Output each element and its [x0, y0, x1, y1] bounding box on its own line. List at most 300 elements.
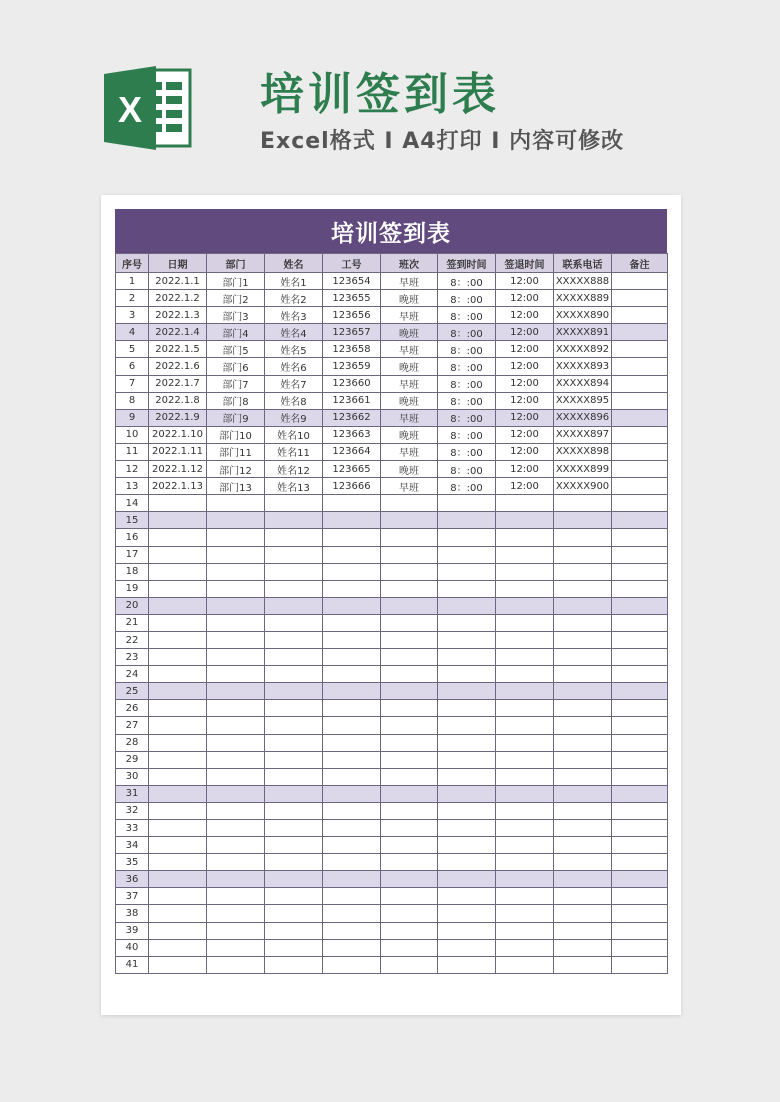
table-cell[interactable]: [612, 751, 668, 768]
table-cell[interactable]: [207, 546, 265, 563]
table-cell[interactable]: [149, 597, 207, 614]
table-cell[interactable]: [323, 854, 381, 871]
table-cell[interactable]: [554, 802, 612, 819]
table-cell[interactable]: [438, 802, 496, 819]
table-cell[interactable]: [149, 854, 207, 871]
table-cell[interactable]: 2022.1.11: [149, 443, 207, 460]
table-cell[interactable]: [612, 956, 668, 973]
table-cell[interactable]: 8：:00: [438, 461, 496, 478]
table-cell[interactable]: 7: [116, 375, 149, 392]
table-cell[interactable]: [496, 546, 554, 563]
table-cell[interactable]: 姓名9: [265, 409, 323, 426]
table-cell[interactable]: [438, 768, 496, 785]
table-cell[interactable]: [438, 614, 496, 631]
table-cell[interactable]: 123663: [323, 426, 381, 443]
table-cell[interactable]: 23: [116, 649, 149, 666]
table-cell[interactable]: 2022.1.7: [149, 375, 207, 392]
table-cell[interactable]: [496, 631, 554, 648]
table-cell[interactable]: [381, 546, 438, 563]
table-cell[interactable]: [438, 820, 496, 837]
table-cell[interactable]: 3: [116, 307, 149, 324]
table-cell[interactable]: 部门10: [207, 426, 265, 443]
table-cell[interactable]: [554, 956, 612, 973]
table-cell[interactable]: [149, 802, 207, 819]
table-cell[interactable]: [438, 649, 496, 666]
table-cell[interactable]: [381, 666, 438, 683]
table-cell[interactable]: XXXXX892: [554, 341, 612, 358]
table-cell[interactable]: [612, 683, 668, 700]
table-cell[interactable]: [612, 546, 668, 563]
table-cell[interactable]: [149, 820, 207, 837]
table-cell[interactable]: 123664: [323, 443, 381, 460]
table-cell[interactable]: 123666: [323, 478, 381, 495]
table-cell[interactable]: 12:00: [496, 426, 554, 443]
table-cell[interactable]: 部门7: [207, 375, 265, 392]
table-cell[interactable]: [438, 854, 496, 871]
table-cell[interactable]: 2022.1.5: [149, 341, 207, 358]
table-cell[interactable]: 34: [116, 837, 149, 854]
table-cell[interactable]: [612, 461, 668, 478]
table-cell[interactable]: XXXXX890: [554, 307, 612, 324]
table-cell[interactable]: [149, 768, 207, 785]
table-cell[interactable]: [612, 392, 668, 409]
table-cell[interactable]: 姓名6: [265, 358, 323, 375]
table-cell[interactable]: [207, 563, 265, 580]
table-cell[interactable]: [149, 837, 207, 854]
table-cell[interactable]: 部门3: [207, 307, 265, 324]
table-cell[interactable]: [496, 768, 554, 785]
table-cell[interactable]: 姓名2: [265, 290, 323, 307]
table-cell[interactable]: [612, 939, 668, 956]
table-cell[interactable]: [207, 802, 265, 819]
table-cell[interactable]: 姓名13: [265, 478, 323, 495]
table-cell[interactable]: [554, 580, 612, 597]
table-cell[interactable]: [496, 614, 554, 631]
table-cell[interactable]: [381, 905, 438, 922]
table-cell[interactable]: [207, 854, 265, 871]
table-cell[interactable]: [496, 820, 554, 837]
table-cell[interactable]: [323, 649, 381, 666]
table-cell[interactable]: [149, 700, 207, 717]
table-cell[interactable]: [381, 837, 438, 854]
table-cell[interactable]: 10: [116, 426, 149, 443]
table-cell[interactable]: [438, 734, 496, 751]
table-cell[interactable]: 2022.1.10: [149, 426, 207, 443]
table-cell[interactable]: [612, 871, 668, 888]
table-cell[interactable]: 25: [116, 683, 149, 700]
table-cell[interactable]: 41: [116, 956, 149, 973]
table-cell[interactable]: 2022.1.8: [149, 392, 207, 409]
table-cell[interactable]: 36: [116, 871, 149, 888]
table-cell[interactable]: [612, 802, 668, 819]
table-cell[interactable]: [554, 495, 612, 512]
table-cell[interactable]: [496, 717, 554, 734]
table-cell[interactable]: 2022.1.9: [149, 409, 207, 426]
table-cell[interactable]: 晚班: [381, 426, 438, 443]
table-cell[interactable]: XXXXX891: [554, 324, 612, 341]
table-cell[interactable]: 14: [116, 495, 149, 512]
table-cell[interactable]: [323, 546, 381, 563]
table-cell[interactable]: [149, 871, 207, 888]
table-cell[interactable]: 11: [116, 443, 149, 460]
table-cell[interactable]: 晚班: [381, 324, 438, 341]
table-cell[interactable]: [265, 820, 323, 837]
table-cell[interactable]: 姓名4: [265, 324, 323, 341]
table-cell[interactable]: 39: [116, 922, 149, 939]
table-cell[interactable]: [149, 939, 207, 956]
table-cell[interactable]: [265, 751, 323, 768]
table-cell[interactable]: [612, 785, 668, 802]
table-cell[interactable]: [612, 666, 668, 683]
table-cell[interactable]: [265, 734, 323, 751]
table-cell[interactable]: 12:00: [496, 478, 554, 495]
table-cell[interactable]: [496, 495, 554, 512]
table-cell[interactable]: [207, 922, 265, 939]
table-cell[interactable]: XXXXX896: [554, 409, 612, 426]
table-cell[interactable]: [612, 837, 668, 854]
table-cell[interactable]: 部门13: [207, 478, 265, 495]
table-cell[interactable]: [554, 546, 612, 563]
table-cell[interactable]: [149, 580, 207, 597]
table-cell[interactable]: [265, 495, 323, 512]
table-cell[interactable]: 姓名5: [265, 341, 323, 358]
table-cell[interactable]: [149, 614, 207, 631]
table-cell[interactable]: 8：:00: [438, 478, 496, 495]
table-cell[interactable]: [323, 802, 381, 819]
table-cell[interactable]: [496, 888, 554, 905]
table-cell[interactable]: [207, 734, 265, 751]
table-cell[interactable]: 12:00: [496, 307, 554, 324]
table-cell[interactable]: [323, 614, 381, 631]
table-cell[interactable]: [149, 666, 207, 683]
table-cell[interactable]: [381, 700, 438, 717]
table-cell[interactable]: 6: [116, 358, 149, 375]
table-cell[interactable]: [496, 871, 554, 888]
table-cell[interactable]: 15: [116, 512, 149, 529]
table-cell[interactable]: [323, 785, 381, 802]
table-cell[interactable]: 8：:00: [438, 341, 496, 358]
table-cell[interactable]: [438, 631, 496, 648]
table-cell[interactable]: 21: [116, 614, 149, 631]
table-cell[interactable]: [149, 683, 207, 700]
table-cell[interactable]: 26: [116, 700, 149, 717]
table-cell[interactable]: 20: [116, 597, 149, 614]
table-cell[interactable]: 40: [116, 939, 149, 956]
table-cell[interactable]: [438, 717, 496, 734]
table-cell[interactable]: [554, 888, 612, 905]
table-cell[interactable]: 早班: [381, 478, 438, 495]
table-cell[interactable]: [496, 854, 554, 871]
table-cell[interactable]: 30: [116, 768, 149, 785]
table-cell[interactable]: 38: [116, 905, 149, 922]
table-cell[interactable]: [149, 888, 207, 905]
table-cell[interactable]: [323, 683, 381, 700]
table-cell[interactable]: 32: [116, 802, 149, 819]
table-cell[interactable]: 部门5: [207, 341, 265, 358]
table-cell[interactable]: [554, 854, 612, 871]
table-cell[interactable]: [265, 529, 323, 546]
table-cell[interactable]: [496, 563, 554, 580]
table-cell[interactable]: [207, 751, 265, 768]
table-cell[interactable]: [265, 888, 323, 905]
table-cell[interactable]: [438, 580, 496, 597]
table-cell[interactable]: [496, 939, 554, 956]
table-cell[interactable]: 2022.1.4: [149, 324, 207, 341]
table-cell[interactable]: [323, 700, 381, 717]
table-cell[interactable]: [612, 922, 668, 939]
table-cell[interactable]: [323, 751, 381, 768]
table-cell[interactable]: XXXXX900: [554, 478, 612, 495]
table-cell[interactable]: [323, 734, 381, 751]
table-cell[interactable]: [381, 939, 438, 956]
table-cell[interactable]: [612, 443, 668, 460]
table-cell[interactable]: 123662: [323, 409, 381, 426]
table-cell[interactable]: [381, 956, 438, 973]
table-cell[interactable]: [554, 700, 612, 717]
table-cell[interactable]: 12:00: [496, 409, 554, 426]
table-cell[interactable]: [554, 820, 612, 837]
table-cell[interactable]: [438, 905, 496, 922]
table-cell[interactable]: 部门4: [207, 324, 265, 341]
table-cell[interactable]: [149, 734, 207, 751]
table-cell[interactable]: [323, 717, 381, 734]
table-cell[interactable]: 8：:00: [438, 290, 496, 307]
table-cell[interactable]: [381, 871, 438, 888]
table-cell[interactable]: [438, 546, 496, 563]
table-cell[interactable]: 123665: [323, 461, 381, 478]
table-cell[interactable]: [496, 802, 554, 819]
table-cell[interactable]: [554, 512, 612, 529]
table-cell[interactable]: [554, 597, 612, 614]
table-cell[interactable]: 123659: [323, 358, 381, 375]
table-cell[interactable]: [612, 614, 668, 631]
table-cell[interactable]: 37: [116, 888, 149, 905]
table-cell[interactable]: [554, 683, 612, 700]
table-cell[interactable]: [323, 597, 381, 614]
table-cell[interactable]: 姓名7: [265, 375, 323, 392]
table-cell[interactable]: [265, 785, 323, 802]
table-cell[interactable]: [496, 922, 554, 939]
table-cell[interactable]: [265, 666, 323, 683]
table-cell[interactable]: [496, 956, 554, 973]
table-cell[interactable]: 8：:00: [438, 324, 496, 341]
table-cell[interactable]: [207, 683, 265, 700]
table-cell[interactable]: 姓名11: [265, 443, 323, 460]
table-cell[interactable]: 早班: [381, 409, 438, 426]
table-cell[interactable]: [438, 751, 496, 768]
table-cell[interactable]: [612, 307, 668, 324]
table-cell[interactable]: 早班: [381, 443, 438, 460]
table-cell[interactable]: [265, 700, 323, 717]
table-cell[interactable]: [381, 820, 438, 837]
table-cell[interactable]: [438, 939, 496, 956]
table-cell[interactable]: [265, 837, 323, 854]
table-cell[interactable]: [207, 495, 265, 512]
table-cell[interactable]: [265, 717, 323, 734]
table-cell[interactable]: [149, 563, 207, 580]
table-cell[interactable]: [554, 837, 612, 854]
table-cell[interactable]: [612, 290, 668, 307]
table-cell[interactable]: [612, 649, 668, 666]
table-cell[interactable]: [554, 649, 612, 666]
table-cell[interactable]: [265, 956, 323, 973]
table-cell[interactable]: [438, 512, 496, 529]
table-cell[interactable]: [381, 495, 438, 512]
table-cell[interactable]: 8：:00: [438, 307, 496, 324]
table-cell[interactable]: 123657: [323, 324, 381, 341]
table-cell[interactable]: [554, 871, 612, 888]
table-cell[interactable]: [207, 614, 265, 631]
table-cell[interactable]: 2022.1.3: [149, 307, 207, 324]
table-cell[interactable]: 8：:00: [438, 426, 496, 443]
table-cell[interactable]: XXXXX899: [554, 461, 612, 478]
table-cell[interactable]: [612, 563, 668, 580]
table-cell[interactable]: 晚班: [381, 461, 438, 478]
table-cell[interactable]: [323, 905, 381, 922]
table-cell[interactable]: [438, 785, 496, 802]
table-cell[interactable]: 12:00: [496, 443, 554, 460]
table-cell[interactable]: 部门11: [207, 443, 265, 460]
table-cell[interactable]: [554, 734, 612, 751]
table-cell[interactable]: 16: [116, 529, 149, 546]
table-cell[interactable]: [265, 683, 323, 700]
table-cell[interactable]: [438, 837, 496, 854]
table-cell[interactable]: [149, 956, 207, 973]
table-cell[interactable]: 29: [116, 751, 149, 768]
table-cell[interactable]: 12: [116, 461, 149, 478]
table-cell[interactable]: [207, 939, 265, 956]
table-cell[interactable]: [323, 956, 381, 973]
table-cell[interactable]: 部门2: [207, 290, 265, 307]
table-cell[interactable]: 2022.1.12: [149, 461, 207, 478]
table-cell[interactable]: [149, 785, 207, 802]
table-cell[interactable]: [381, 631, 438, 648]
table-cell[interactable]: [323, 768, 381, 785]
table-cell[interactable]: [496, 734, 554, 751]
table-cell[interactable]: 35: [116, 854, 149, 871]
table-cell[interactable]: [381, 580, 438, 597]
table-cell[interactable]: 123658: [323, 341, 381, 358]
table-cell[interactable]: [496, 597, 554, 614]
table-cell[interactable]: [438, 597, 496, 614]
table-cell[interactable]: [612, 580, 668, 597]
table-cell[interactable]: 8：:00: [438, 409, 496, 426]
table-cell[interactable]: [265, 768, 323, 785]
table-cell[interactable]: [207, 700, 265, 717]
table-cell[interactable]: 姓名1: [265, 273, 323, 290]
table-cell[interactable]: [149, 546, 207, 563]
table-cell[interactable]: [612, 478, 668, 495]
table-cell[interactable]: [323, 888, 381, 905]
table-cell[interactable]: 9: [116, 409, 149, 426]
table-cell[interactable]: [149, 529, 207, 546]
table-cell[interactable]: [612, 700, 668, 717]
table-cell[interactable]: [554, 666, 612, 683]
table-cell[interactable]: [265, 802, 323, 819]
table-cell[interactable]: [207, 768, 265, 785]
table-cell[interactable]: 部门12: [207, 461, 265, 478]
table-cell[interactable]: [554, 922, 612, 939]
table-cell[interactable]: [381, 854, 438, 871]
table-cell[interactable]: [207, 597, 265, 614]
table-cell[interactable]: 12:00: [496, 375, 554, 392]
table-cell[interactable]: [612, 529, 668, 546]
table-cell[interactable]: [438, 563, 496, 580]
table-cell[interactable]: 17: [116, 546, 149, 563]
table-cell[interactable]: [496, 580, 554, 597]
table-cell[interactable]: 18: [116, 563, 149, 580]
table-cell[interactable]: [207, 512, 265, 529]
table-cell[interactable]: 8：:00: [438, 392, 496, 409]
table-cell[interactable]: 晚班: [381, 358, 438, 375]
table-cell[interactable]: [438, 956, 496, 973]
table-cell[interactable]: [381, 512, 438, 529]
table-cell[interactable]: 31: [116, 785, 149, 802]
table-cell[interactable]: [438, 888, 496, 905]
table-cell[interactable]: [612, 888, 668, 905]
table-cell[interactable]: 姓名8: [265, 392, 323, 409]
table-cell[interactable]: 早班: [381, 341, 438, 358]
table-cell[interactable]: [438, 529, 496, 546]
table-cell[interactable]: 12:00: [496, 324, 554, 341]
table-cell[interactable]: 27: [116, 717, 149, 734]
table-cell[interactable]: 2022.1.6: [149, 358, 207, 375]
table-cell[interactable]: [612, 426, 668, 443]
table-cell[interactable]: [265, 563, 323, 580]
table-cell[interactable]: XXXXX894: [554, 375, 612, 392]
table-cell[interactable]: [323, 666, 381, 683]
table-cell[interactable]: [323, 495, 381, 512]
table-cell[interactable]: [265, 546, 323, 563]
table-cell[interactable]: [207, 785, 265, 802]
table-cell[interactable]: [612, 512, 668, 529]
table-cell[interactable]: 12:00: [496, 290, 554, 307]
table-cell[interactable]: 123661: [323, 392, 381, 409]
table-cell[interactable]: [149, 512, 207, 529]
table-cell[interactable]: 部门8: [207, 392, 265, 409]
table-cell[interactable]: [438, 495, 496, 512]
table-cell[interactable]: 19: [116, 580, 149, 597]
table-cell[interactable]: [265, 580, 323, 597]
table-cell[interactable]: [381, 649, 438, 666]
table-cell[interactable]: [381, 751, 438, 768]
table-cell[interactable]: 部门6: [207, 358, 265, 375]
table-cell[interactable]: 8：:00: [438, 358, 496, 375]
table-cell[interactable]: [149, 922, 207, 939]
table-cell[interactable]: [265, 614, 323, 631]
table-cell[interactable]: [612, 597, 668, 614]
table-cell[interactable]: [612, 854, 668, 871]
table-cell[interactable]: [149, 631, 207, 648]
table-cell[interactable]: [207, 529, 265, 546]
table-cell[interactable]: [265, 922, 323, 939]
table-cell[interactable]: [554, 768, 612, 785]
table-cell[interactable]: [381, 922, 438, 939]
table-cell[interactable]: [496, 512, 554, 529]
table-cell[interactable]: 12:00: [496, 461, 554, 478]
table-cell[interactable]: [207, 631, 265, 648]
table-cell[interactable]: 8: [116, 392, 149, 409]
table-cell[interactable]: 8：:00: [438, 273, 496, 290]
table-cell[interactable]: 姓名3: [265, 307, 323, 324]
table-cell[interactable]: XXXXX893: [554, 358, 612, 375]
table-cell[interactable]: [323, 820, 381, 837]
table-cell[interactable]: 晚班: [381, 290, 438, 307]
table-cell[interactable]: 24: [116, 666, 149, 683]
table-cell[interactable]: [265, 597, 323, 614]
table-cell[interactable]: 8：:00: [438, 375, 496, 392]
table-cell[interactable]: [207, 871, 265, 888]
